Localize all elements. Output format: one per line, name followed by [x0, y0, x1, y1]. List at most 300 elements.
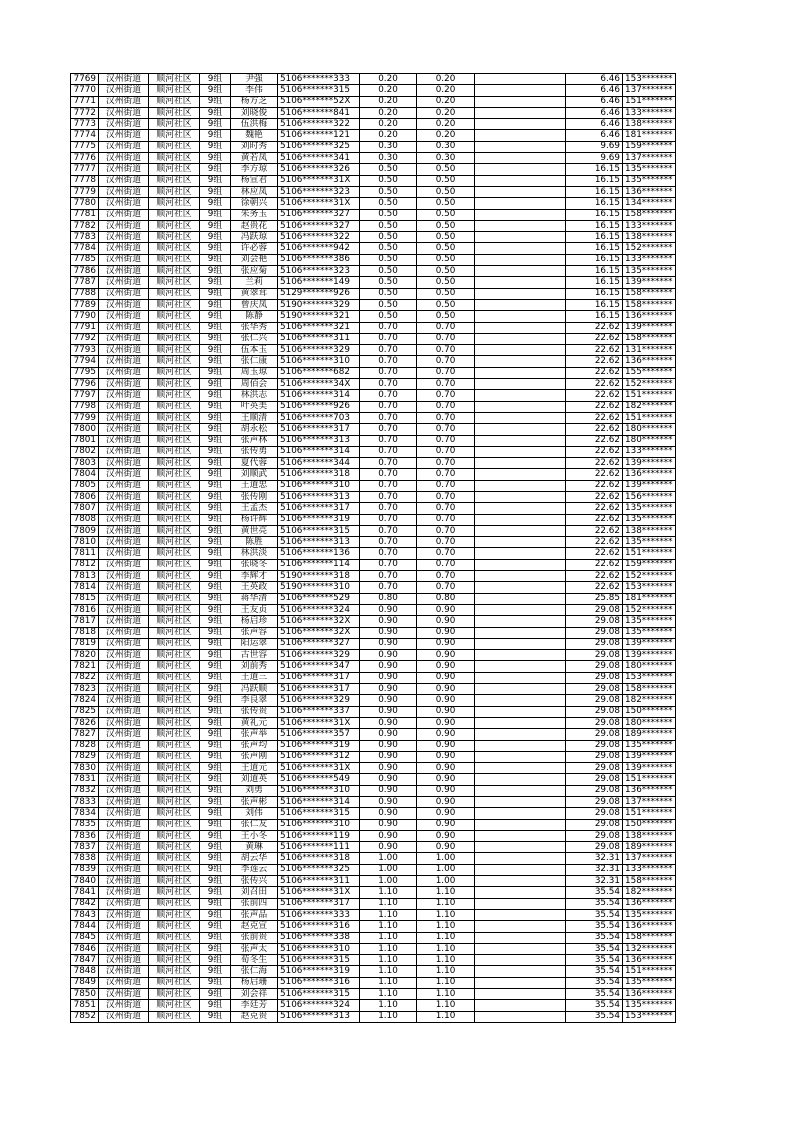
amount-cell: 22.62 — [566, 548, 623, 559]
table-row — [71, 853, 676, 864]
name-cell: 伍本玉 — [231, 345, 278, 356]
confirmed-area-cell: 0.20 — [417, 130, 475, 141]
amount-cell: 35.54 — [566, 943, 623, 954]
street-cell: 汉州街道 — [99, 966, 149, 977]
community-cell: 顺河社区 — [149, 695, 200, 706]
amount-cell: 22.62 — [566, 412, 623, 423]
id-number-cell: 5106*******315 — [278, 808, 360, 819]
name-cell: 古世容 — [231, 650, 278, 661]
table-row — [71, 96, 676, 107]
group-cell: 9组 — [200, 548, 231, 559]
notes-cell — [475, 141, 566, 152]
name-cell: 李良翠 — [231, 695, 278, 706]
confirmed-area-cell: 0.90 — [417, 695, 475, 706]
row-number: 7812 — [71, 559, 99, 570]
confirmed-area-cell: 0.20 — [417, 74, 475, 85]
name-cell: 张声刚 — [231, 751, 278, 762]
area-cell: 0.90 — [360, 774, 417, 785]
amount-cell: 16.15 — [566, 164, 623, 175]
name-cell: 黄琳 — [231, 842, 278, 853]
confirmed-area-cell: 0.90 — [417, 774, 475, 785]
name-cell: 兰莉 — [231, 277, 278, 288]
area-cell: 0.20 — [360, 130, 417, 141]
phone-cell: 135******* — [623, 537, 676, 548]
notes-cell — [475, 458, 566, 469]
phone-cell: 137******* — [623, 797, 676, 808]
notes-cell — [475, 469, 566, 480]
table-row — [71, 797, 676, 808]
confirmed-area-cell: 0.90 — [417, 627, 475, 638]
street-cell: 汉州街道 — [99, 85, 149, 96]
street-cell: 汉州街道 — [99, 797, 149, 808]
row-number: 7841 — [71, 887, 99, 898]
table-row — [71, 740, 676, 751]
row-number: 7838 — [71, 853, 99, 864]
street-cell: 汉州街道 — [99, 921, 149, 932]
name-cell: 冯跃琼 — [231, 232, 278, 243]
amount-cell: 22.62 — [566, 390, 623, 401]
confirmed-area-cell: 0.50 — [417, 164, 475, 175]
street-cell: 汉州街道 — [99, 582, 149, 593]
area-cell: 0.90 — [360, 740, 417, 751]
notes-cell — [475, 955, 566, 966]
row-number: 7797 — [71, 390, 99, 401]
phone-cell: 139******* — [623, 751, 676, 762]
id-number-cell: 5106*******317 — [278, 898, 360, 909]
street-cell: 汉州街道 — [99, 254, 149, 265]
id-number-cell: 5106*******121 — [278, 130, 360, 141]
area-cell: 0.70 — [360, 322, 417, 333]
community-cell: 顺河社区 — [149, 446, 200, 457]
confirmed-area-cell: 0.20 — [417, 85, 475, 96]
street-cell: 汉州街道 — [99, 525, 149, 536]
row-number: 7825 — [71, 706, 99, 717]
street-cell: 汉州街道 — [99, 311, 149, 322]
confirmed-area-cell: 0.90 — [417, 819, 475, 830]
community-cell: 顺河社区 — [149, 898, 200, 909]
amount-cell: 22.62 — [566, 514, 623, 525]
row-number: 7826 — [71, 717, 99, 728]
id-number-cell: 5106*******344 — [278, 458, 360, 469]
row-number: 7834 — [71, 808, 99, 819]
phone-cell: 137******* — [623, 153, 676, 164]
phone-cell: 135******* — [623, 740, 676, 751]
amount-cell: 22.62 — [566, 537, 623, 548]
table-row — [71, 537, 676, 548]
street-cell: 汉州街道 — [99, 627, 149, 638]
amount-cell: 22.62 — [566, 458, 623, 469]
id-number-cell: 5106*******119 — [278, 830, 360, 841]
table-row — [71, 932, 676, 943]
phone-cell: 158******* — [623, 684, 676, 695]
row-number: 7829 — [71, 751, 99, 762]
table-row — [71, 514, 676, 525]
notes-cell — [475, 921, 566, 932]
table-row — [71, 1011, 676, 1022]
name-cell: 张晓冬 — [231, 559, 278, 570]
group-cell: 9组 — [200, 232, 231, 243]
street-cell: 汉州街道 — [99, 808, 149, 819]
row-number: 7842 — [71, 898, 99, 909]
street-cell: 汉州街道 — [99, 864, 149, 875]
group-cell: 9组 — [200, 424, 231, 435]
area-cell: 0.90 — [360, 729, 417, 740]
table-row — [71, 650, 676, 661]
confirmed-area-cell: 0.90 — [417, 706, 475, 717]
id-number-cell: 5106*******311 — [278, 333, 360, 344]
street-cell: 汉州街道 — [99, 774, 149, 785]
area-cell: 0.90 — [360, 763, 417, 774]
group-cell: 9组 — [200, 1011, 231, 1022]
confirmed-area-cell: 1.10 — [417, 989, 475, 1000]
confirmed-area-cell: 0.70 — [417, 412, 475, 423]
confirmed-area-cell: 0.90 — [417, 751, 475, 762]
phone-cell: 151******* — [623, 808, 676, 819]
phone-cell: 134******* — [623, 198, 676, 209]
street-cell: 汉州街道 — [99, 977, 149, 988]
id-number-cell: 5106*******386 — [278, 254, 360, 265]
area-cell: 0.70 — [360, 390, 417, 401]
notes-cell — [475, 819, 566, 830]
area-cell: 0.90 — [360, 650, 417, 661]
group-cell: 9组 — [200, 514, 231, 525]
community-cell: 顺河社区 — [149, 412, 200, 423]
table-row — [71, 254, 676, 265]
confirmed-area-cell: 0.50 — [417, 220, 475, 231]
confirmed-area-cell: 0.90 — [417, 650, 475, 661]
street-cell: 汉州街道 — [99, 830, 149, 841]
confirmed-area-cell: 1.10 — [417, 909, 475, 920]
row-number: 7827 — [71, 729, 99, 740]
phone-cell: 135******* — [623, 175, 676, 186]
area-cell: 0.70 — [360, 458, 417, 469]
street-cell: 汉州街道 — [99, 1011, 149, 1022]
amount-cell: 29.08 — [566, 842, 623, 853]
street-cell: 汉州街道 — [99, 672, 149, 683]
notes-cell — [475, 661, 566, 672]
amount-cell: 29.08 — [566, 751, 623, 762]
name-cell: 蒋华清 — [231, 593, 278, 604]
phone-cell: 152******* — [623, 243, 676, 254]
notes-cell — [475, 220, 566, 231]
phone-cell: 136******* — [623, 785, 676, 796]
row-number: 7798 — [71, 401, 99, 412]
confirmed-area-cell: 0.50 — [417, 266, 475, 277]
amount-cell: 6.46 — [566, 85, 623, 96]
confirmed-area-cell: 0.70 — [417, 424, 475, 435]
name-cell: 叶英美 — [231, 401, 278, 412]
group-cell: 9组 — [200, 650, 231, 661]
confirmed-area-cell: 0.90 — [417, 717, 475, 728]
street-cell: 汉州街道 — [99, 491, 149, 502]
confirmed-area-cell: 0.70 — [417, 491, 475, 502]
community-cell: 顺河社区 — [149, 119, 200, 130]
id-number-cell: 5190*******318 — [278, 571, 360, 582]
street-cell: 汉州街道 — [99, 932, 149, 943]
confirmed-area-cell: 1.00 — [417, 876, 475, 887]
group-cell: 9组 — [200, 842, 231, 853]
confirmed-area-cell: 0.50 — [417, 299, 475, 310]
id-number-cell: 5106*******319 — [278, 514, 360, 525]
notes-cell — [475, 186, 566, 197]
row-number: 7803 — [71, 458, 99, 469]
amount-cell: 16.15 — [566, 220, 623, 231]
phone-cell: 158******* — [623, 876, 676, 887]
amount-cell: 6.46 — [566, 96, 623, 107]
phone-cell: 153******* — [623, 672, 676, 683]
confirmed-area-cell: 0.70 — [417, 503, 475, 514]
group-cell: 9组 — [200, 932, 231, 943]
id-number-cell: 5106*******149 — [278, 277, 360, 288]
group-cell: 9组 — [200, 220, 231, 231]
group-cell: 9组 — [200, 955, 231, 966]
street-cell: 汉州街道 — [99, 548, 149, 559]
name-cell: 夏代蓉 — [231, 458, 278, 469]
id-number-cell: 5106*******314 — [278, 390, 360, 401]
street-cell: 汉州街道 — [99, 604, 149, 615]
amount-cell: 9.69 — [566, 153, 623, 164]
confirmed-area-cell: 0.70 — [417, 333, 475, 344]
amount-cell: 22.62 — [566, 345, 623, 356]
street-cell: 汉州街道 — [99, 842, 149, 853]
notes-cell — [475, 740, 566, 751]
confirmed-area-cell: 0.70 — [417, 390, 475, 401]
street-cell: 汉州街道 — [99, 232, 149, 243]
area-cell: 0.70 — [360, 480, 417, 491]
street-cell: 汉州街道 — [99, 661, 149, 672]
area-cell: 1.10 — [360, 898, 417, 909]
street-cell: 汉州街道 — [99, 537, 149, 548]
phone-cell: 136******* — [623, 921, 676, 932]
row-number: 7794 — [71, 356, 99, 367]
confirmed-area-cell: 0.70 — [417, 446, 475, 457]
name-cell: 张前四 — [231, 898, 278, 909]
confirmed-area-cell: 0.70 — [417, 514, 475, 525]
group-cell: 9组 — [200, 695, 231, 706]
confirmed-area-cell: 1.10 — [417, 977, 475, 988]
notes-cell — [475, 480, 566, 491]
id-number-cell: 5106*******321 — [278, 322, 360, 333]
name-cell: 李方琼 — [231, 164, 278, 175]
row-number: 7852 — [71, 1011, 99, 1022]
row-number: 7813 — [71, 571, 99, 582]
row-number: 7800 — [71, 424, 99, 435]
area-cell: 0.20 — [360, 107, 417, 118]
community-cell: 顺河社区 — [149, 887, 200, 898]
notes-cell — [475, 130, 566, 141]
row-number: 7785 — [71, 254, 99, 265]
confirmed-area-cell: 0.80 — [417, 593, 475, 604]
notes-cell — [475, 887, 566, 898]
community-cell: 顺河社区 — [149, 141, 200, 152]
id-number-cell: 5106*******114 — [278, 559, 360, 570]
street-cell: 汉州街道 — [99, 695, 149, 706]
street-cell: 汉州街道 — [99, 446, 149, 457]
amount-cell: 35.54 — [566, 989, 623, 1000]
street-cell: 汉州街道 — [99, 559, 149, 570]
street-cell: 汉州街道 — [99, 729, 149, 740]
name-cell: 杨宣君 — [231, 175, 278, 186]
phone-cell: 138******* — [623, 830, 676, 841]
confirmed-area-cell: 0.20 — [417, 119, 475, 130]
name-cell: 张声林 — [231, 435, 278, 446]
confirmed-area-cell: 0.70 — [417, 571, 475, 582]
amount-cell: 25.85 — [566, 593, 623, 604]
street-cell: 汉州街道 — [99, 480, 149, 491]
street-cell: 汉州街道 — [99, 220, 149, 231]
name-cell: 张声容 — [231, 627, 278, 638]
name-cell: 张传贵 — [231, 706, 278, 717]
phone-cell: 136******* — [623, 989, 676, 1000]
table-row — [71, 638, 676, 649]
amount-cell: 22.62 — [566, 356, 623, 367]
community-cell: 顺河社区 — [149, 830, 200, 841]
amount-cell: 29.08 — [566, 774, 623, 785]
confirmed-area-cell: 0.70 — [417, 379, 475, 390]
area-cell: 0.50 — [360, 288, 417, 299]
confirmed-area-cell: 0.50 — [417, 288, 475, 299]
group-cell: 9组 — [200, 390, 231, 401]
phone-cell: 151******* — [623, 390, 676, 401]
row-number: 7790 — [71, 311, 99, 322]
area-cell: 0.70 — [360, 571, 417, 582]
area-cell: 0.90 — [360, 627, 417, 638]
area-cell: 0.90 — [360, 661, 417, 672]
notes-cell — [475, 514, 566, 525]
id-number-cell: 5106*******315 — [278, 525, 360, 536]
row-number: 7850 — [71, 989, 99, 1000]
name-cell: 王道忠 — [231, 480, 278, 491]
id-number-cell: 5106*******329 — [278, 345, 360, 356]
table-row — [71, 943, 676, 954]
id-number-cell: 5106*******341 — [278, 153, 360, 164]
table-row — [71, 1000, 676, 1011]
community-cell: 顺河社区 — [149, 503, 200, 514]
table-row — [71, 491, 676, 502]
id-number-cell: 5106*******317 — [278, 672, 360, 683]
amount-cell: 16.15 — [566, 277, 623, 288]
community-cell: 顺河社区 — [149, 571, 200, 582]
id-number-cell: 5106*******311 — [278, 876, 360, 887]
group-cell: 9组 — [200, 266, 231, 277]
notes-cell — [475, 503, 566, 514]
table-row — [71, 198, 676, 209]
name-cell: 张传刚 — [231, 491, 278, 502]
group-cell: 9组 — [200, 85, 231, 96]
phone-cell: 135******* — [623, 266, 676, 277]
phone-cell: 156******* — [623, 491, 676, 502]
notes-cell — [475, 379, 566, 390]
group-cell: 9组 — [200, 164, 231, 175]
roster-table — [70, 73, 676, 1023]
area-cell: 0.90 — [360, 842, 417, 853]
id-number-cell: 5106*******318 — [278, 469, 360, 480]
community-cell: 顺河社区 — [149, 96, 200, 107]
community-cell: 顺河社区 — [149, 345, 200, 356]
community-cell: 顺河社区 — [149, 638, 200, 649]
phone-cell: 139******* — [623, 650, 676, 661]
amount-cell: 29.08 — [566, 638, 623, 649]
table-row — [71, 74, 676, 85]
confirmed-area-cell: 0.90 — [417, 616, 475, 627]
street-cell: 汉州街道 — [99, 469, 149, 480]
amount-cell: 35.54 — [566, 921, 623, 932]
area-cell: 1.10 — [360, 955, 417, 966]
community-cell: 顺河社区 — [149, 367, 200, 378]
table-row — [71, 876, 676, 887]
notes-cell — [475, 209, 566, 220]
row-number: 7810 — [71, 537, 99, 548]
community-cell: 顺河社区 — [149, 1000, 200, 1011]
group-cell: 9组 — [200, 74, 231, 85]
street-cell: 汉州街道 — [99, 424, 149, 435]
street-cell: 汉州街道 — [99, 1000, 149, 1011]
id-number-cell: 5106*******314 — [278, 797, 360, 808]
amount-cell: 29.08 — [566, 830, 623, 841]
table-row — [71, 458, 676, 469]
row-number: 7832 — [71, 785, 99, 796]
amount-cell: 9.69 — [566, 141, 623, 152]
notes-cell — [475, 684, 566, 695]
name-cell: 赵克宣 — [231, 921, 278, 932]
phone-cell: 180******* — [623, 424, 676, 435]
phone-cell: 133******* — [623, 254, 676, 265]
community-cell: 顺河社区 — [149, 209, 200, 220]
amount-cell: 32.31 — [566, 853, 623, 864]
area-cell: 0.50 — [360, 220, 417, 231]
area-cell: 0.90 — [360, 684, 417, 695]
amount-cell: 29.08 — [566, 684, 623, 695]
row-number: 7830 — [71, 763, 99, 774]
street-cell: 汉州街道 — [99, 819, 149, 830]
community-cell: 顺河社区 — [149, 966, 200, 977]
table-row — [71, 322, 676, 333]
name-cell: 黄翠茸 — [231, 288, 278, 299]
amount-cell: 16.15 — [566, 175, 623, 186]
area-cell: 0.90 — [360, 706, 417, 717]
id-number-cell: 5190*******321 — [278, 311, 360, 322]
amount-cell: 29.08 — [566, 706, 623, 717]
confirmed-area-cell: 0.90 — [417, 638, 475, 649]
notes-cell — [475, 672, 566, 683]
table-row — [71, 571, 676, 582]
community-cell: 顺河社区 — [149, 559, 200, 570]
row-number: 7839 — [71, 864, 99, 875]
name-cell: 张声品 — [231, 909, 278, 920]
table-row — [71, 717, 676, 728]
confirmed-area-cell: 0.50 — [417, 186, 475, 197]
community-cell: 顺河社区 — [149, 1011, 200, 1022]
phone-cell: 150******* — [623, 819, 676, 830]
phone-cell: 135******* — [623, 514, 676, 525]
name-cell: 曾庆凤 — [231, 299, 278, 310]
group-cell: 9组 — [200, 740, 231, 751]
amount-cell: 29.08 — [566, 627, 623, 638]
name-cell: 张华秀 — [231, 322, 278, 333]
notes-cell — [475, 288, 566, 299]
group-cell: 9组 — [200, 469, 231, 480]
area-cell: 0.90 — [360, 616, 417, 627]
amount-cell: 35.54 — [566, 1000, 623, 1011]
amount-cell: 6.46 — [566, 130, 623, 141]
id-number-cell: 5106*******333 — [278, 909, 360, 920]
community-cell: 顺河社区 — [149, 740, 200, 751]
row-number: 7815 — [71, 593, 99, 604]
table-row — [71, 446, 676, 457]
table-row — [71, 706, 676, 717]
street-cell: 汉州街道 — [99, 266, 149, 277]
name-cell: 林应凤 — [231, 186, 278, 197]
